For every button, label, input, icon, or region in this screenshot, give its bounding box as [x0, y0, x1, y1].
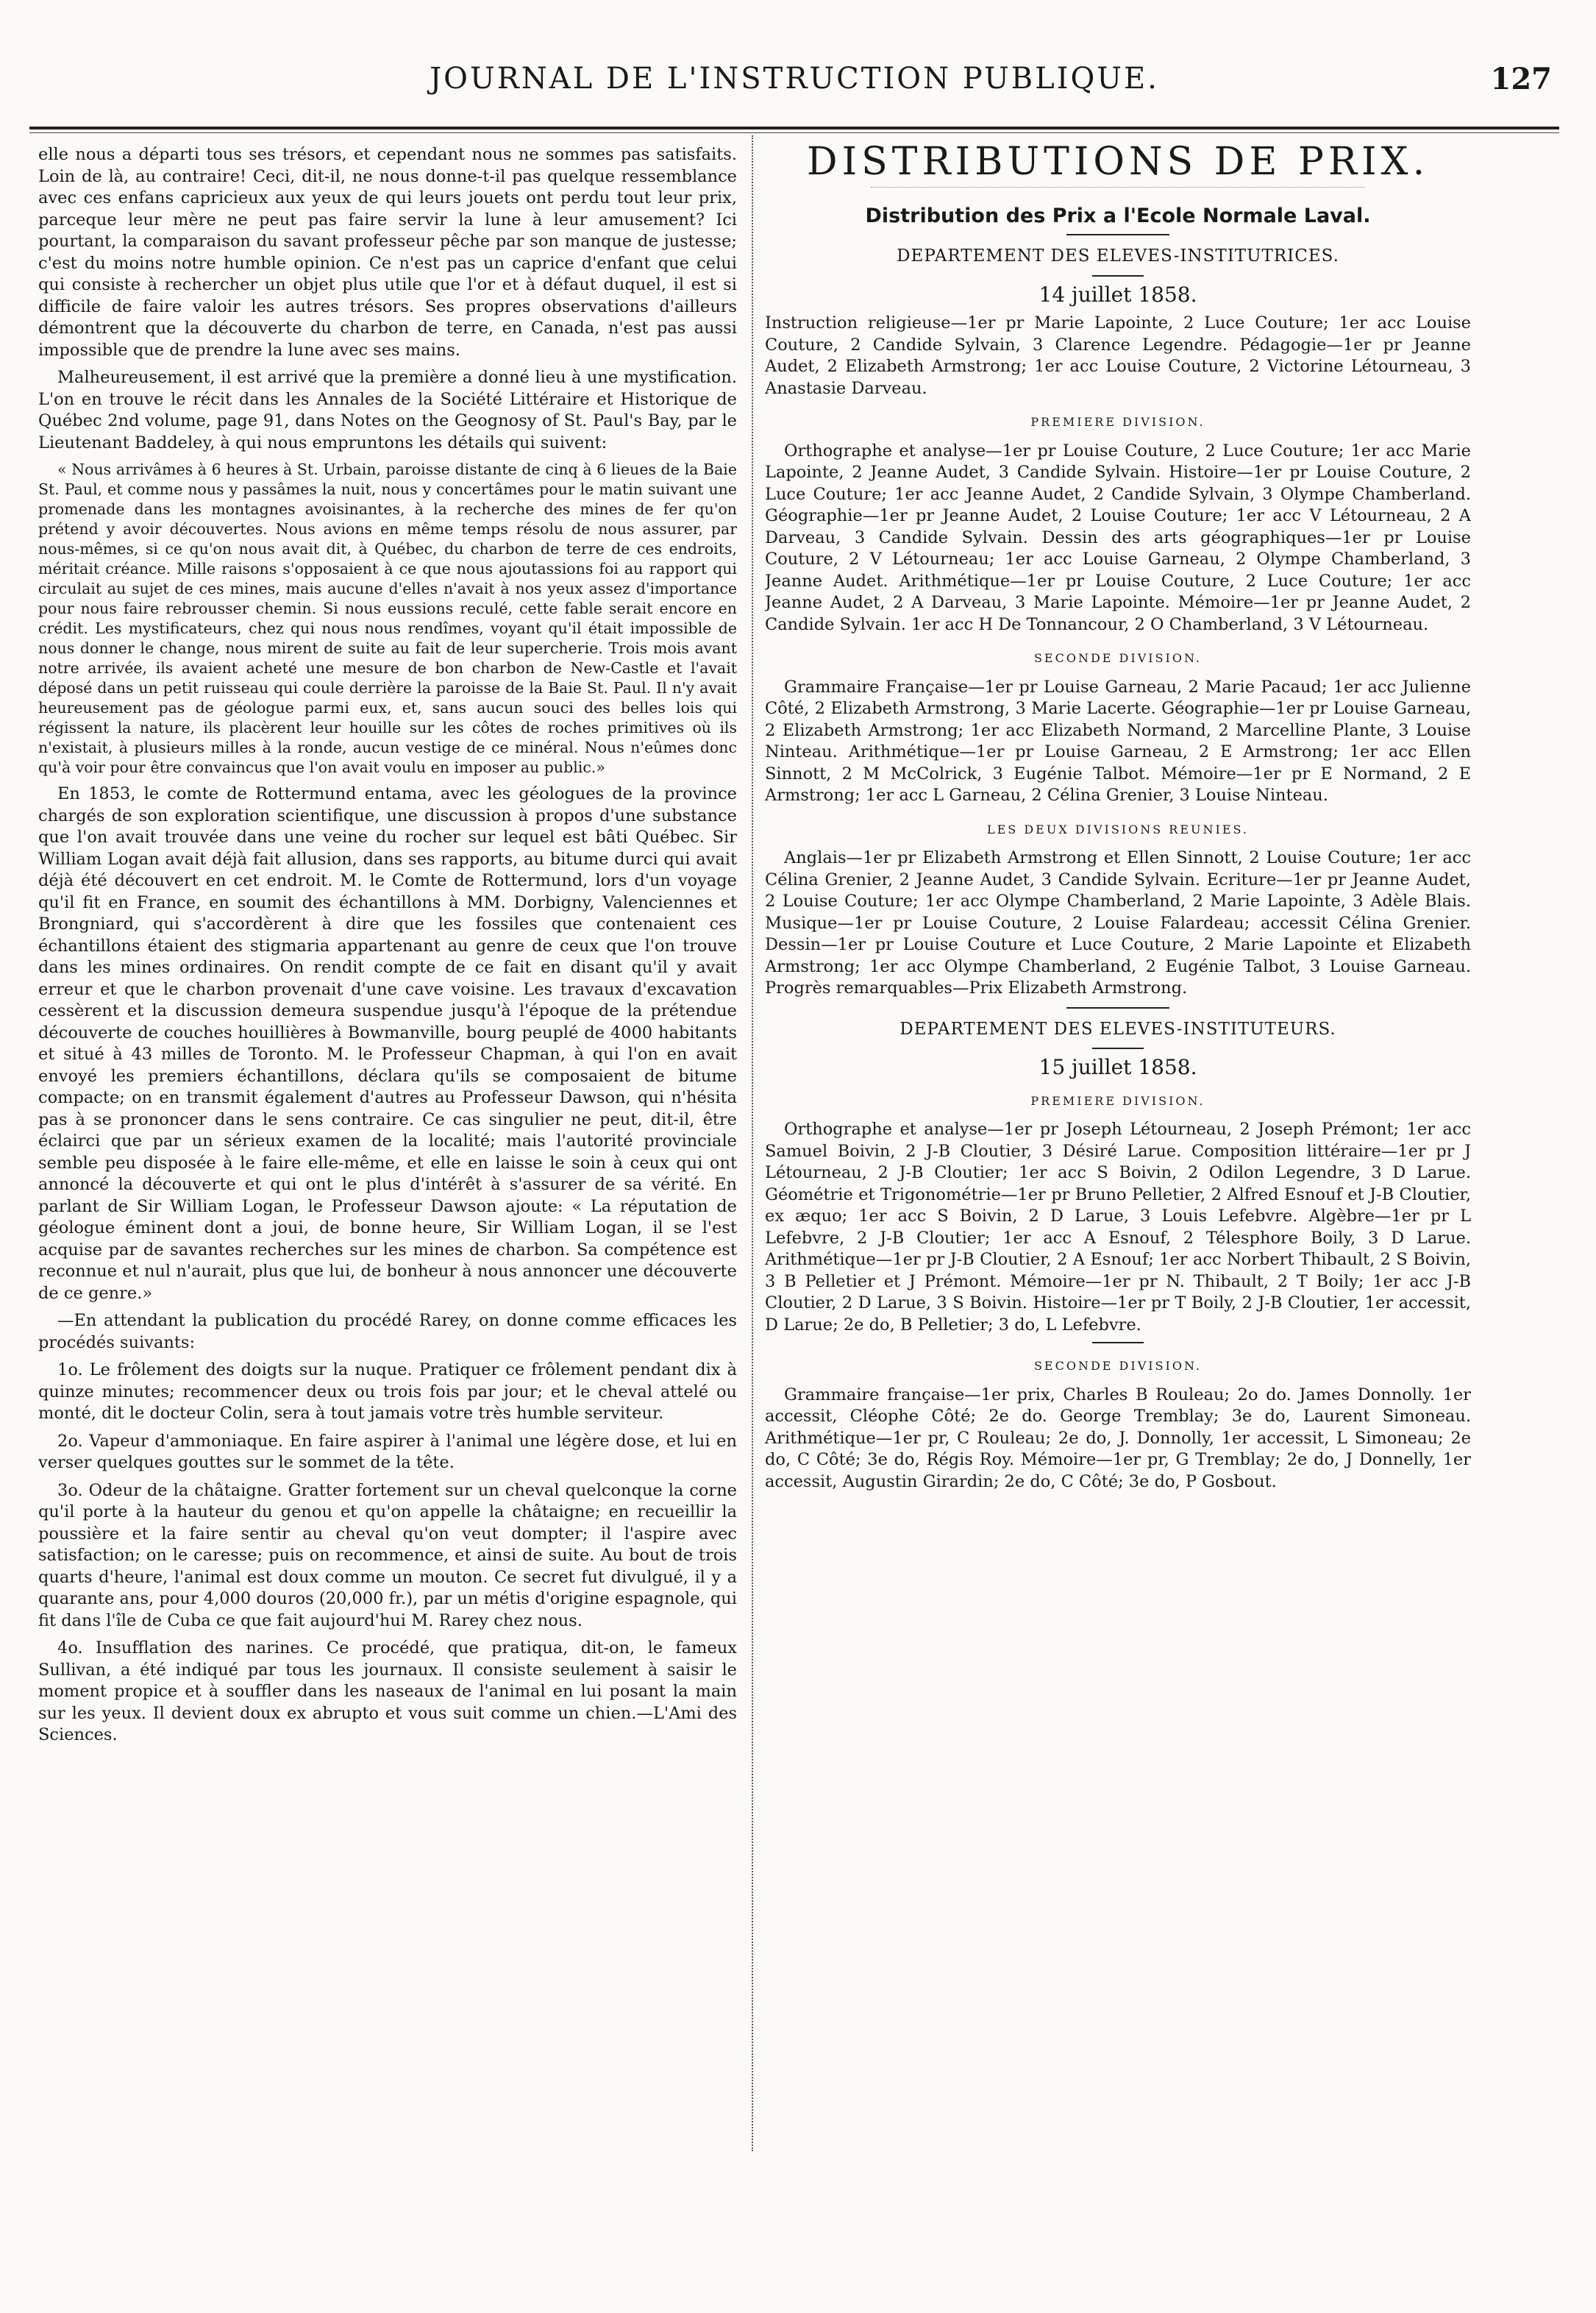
division-heading: PREMIERE DIVISION.	[1030, 1093, 1205, 1108]
division-heading: SECONDE DIVISION.	[1033, 1359, 1203, 1373]
header-rule	[29, 127, 1559, 129]
article-paragraph: 2o. Vapeur d'ammoniaque. En faire aspirer à l'animal une légère dose, et lui en verser quelques gouttes sur le sommet de la tête.	[38, 1431, 737, 1472]
page-header	[29, 59, 1559, 103]
prize-list: Anglais—1er pr Elizabeth Armstrong et Ellen Sinnott, 2 Louise Couture; 1er acc Célina Grenier, 2 Jeanne Audet, 3 Candide Sylvain. Ecriture—1er pr Jeanne Audet, 2 Louise Couture; 1er acc Olympe Chamberland, 2 Marie Lapointe, 3 Adèle Blais. Musique—1er pr Louise Couture, 2 Louise Falardeau; accessit Célina Grenier. Dessin—1er pr Louise Couture et Luce Couture, 2 Marie Lapointe et Elizabeth Armstrong; 1er acc Olympe Chamberland, 2 Eugénie Talbot, 3 Louise Garneau. Progrès remarquables—Prix Elizabeth Armstrong.	[765, 848, 1471, 998]
division-heading: LES DEUX DIVISIONS REUNIES.	[987, 822, 1249, 836]
divider-dots	[871, 187, 1365, 188]
article-paragraph: 1o. Le frôlement des doigts sur la nuque. Pratiquer ce frôlement pendant dix à quinze minutes; recommencer deux ou trois fois par jour; et le cheval attelé ou monté, dit le docteur Colin, sera à tout jamais votre très humble serviteur.	[38, 1360, 737, 1423]
article-paragraph: 3o. Odeur de la châtaigne. Gratter fortement sur un cheval quelconque la corne qu'il porte à la hauteur du genou et qu'on appelle la châtaigne; en recueillir la poussière et la faire sentir au cheval qu'on veut dompter; il l'aspire avec satisfaction; on le caresse; puis on recommence, et ainsi de suite. Au bout de trois quarts d'heure, l'animal est doux comme un mouton. Ce secret fut divulgué, il y a quarante ans, pour 4,000 douros (20,000 fr.), par un métis d'origine espagnole, qui fit dans l'île de Cuba ce que fait aujourd'hui M. Rarey chez nous.	[38, 1480, 737, 1630]
article-paragraph: elle nous a départi tous ses trésors, et cependant nous ne sommes pas satisfaits. Loin de là, au contraire! Ceci, dit-il, ne nous donne-t-il pas quelque ressemblance avec ces enfans capricieux aux yeux de qui leurs jouets ont perdu tout leur prix, parceque leur mère ne peut pas faire servir la lune à leur amusement? Ici pourtant, la comparaison du savant professeur pêche par son manque de justesse; c'est du moins notre humble opinion. Ce n'est pas un caprice d'enfant que celui qui consiste à rechercher un objet plus utile que l'or et à défaut duquel, il est si difficile de faire valoir les autres trésors. Ses propres observations d'ailleurs démontrent que la découverte du charbon de terre, en Canada, n'est pas aussi impossible que de prendre la lune avec ses mains.	[38, 145, 737, 360]
article-paragraph: 4o. Insufflation des narines. Ce procédé, que pratiqua, dit-on, le fameux Sullivan, a été indiqué par tous les journaux. Il consiste seulement à saisir le moment propice et à souffler dans les naseaux de l'animal en lui posant la main sur les yeux. Il devient doux ex abrupto et vous suit comme un chien.—L'Ami des Sciences.	[38, 1638, 737, 1744]
prize-list: Instruction religieuse—1er pr Marie Lapointe, 2 Luce Couture; 1er acc Louise Couture, 2 Candide Sylvain, 3 Clarence Legendre. Pédagogie—1er pr Jeanne Audet, 2 Elizabeth Armstrong; 1er acc Louise Couture, 2 Victorine Létourneau, 3 Anastasie Darveau.	[765, 313, 1471, 398]
journal-title: JOURNAL DE L'INSTRUCTION PUBLIQUE.	[430, 62, 1159, 96]
right-column	[765, 144, 1471, 2163]
page-number: 127	[1490, 62, 1552, 96]
division-heading: PREMIERE DIVISION.	[1030, 415, 1205, 429]
article-paragraph: —En attendant la publication du procédé Rarey, on donne comme efficaces les procédés suivants:	[38, 1311, 737, 1352]
date-heading: 15 juillet 1858.	[1039, 1055, 1197, 1079]
department-heading: DEPARTEMENT DES ELEVES-INSTITUTEURS.	[899, 1019, 1336, 1039]
subtitle: Distribution des Prix a l'Ecole Normale Laval.	[865, 204, 1371, 227]
header-rule-thin	[29, 132, 1559, 133]
article-paragraph: En 1853, le comte de Rottermund entama, avec les géologues de la province chargés de son exploration scientifique, une discussion à propos d'une substance que l'on avait trouvée dans une veine du rocher sur lequel est bâti Québec. Sir William Logan avait déjà fait allusion, dans ses rapports, au bitume durci qui avait déjà été découvert en cet endroit. M. le Comte de Rottermund, lors d'un voyage qu'il fit en France, en soumit des échantillons à MM. Dorbigny, Valenciennes et Brongniard, qui s'accordèrent à dire que les fossiles que contenaient ces échantillons étaient des stigmaria appartenant au genre de ceux que l'on trouve dans les mines ordinaires. On rendit compte de ce fait en disant qu'il y avait erreur et que le charbon provenait d'une cave voisine. Les travaux d'excavation cessèrent et la discussion demeura suspendue jusqu'à l'époque de la prétendue découverte de couches houillières à Bowmanville, bourg peuplé de 4000 habitants et situé à 43 milles de Toronto. M. le Professeur Chapman, à qui l'on en avait envoyé les premiers échantillons, déclara qu'ils se composaient de bitume compacte; on en transmit également d'autres au Professeur Dawson, qui n'hésita pas à se prononcer dans le sens contraire. Ce cas singulier ne peut, dit-il, être éclairci que par un sérieux examen de la localité; mais l'autorité provinciale semble peu disposée à le faire elle-même, et elle en laisse le soin à ceux qui ont annoncé la découverte et qui ont le plus d'intérêt à s'assurer de sa vérité. En parlant de Sir William Logan, le Professeur Dawson ajoute: « La réputation de géologue éminent dont a joui, de bonne heure, Sir William Logan, il se l'est acquise par de savantes recherches sur les mines de charbon. Sa compétence est reconnue et nul n'aurait, plus que lui, de bonheur à nous annoncer une découverte de ce genre.»	[38, 784, 737, 1303]
prize-list: Grammaire Française—1er pr Louise Garneau, 2 Marie Pacaud; 1er acc Julienne Côté, 2 Elizabeth Armstrong, 3 Marie Lacerte. Géographie—1er pr Louise Garneau, 2 Elizabeth Armstrong; 1er acc Elizabeth Normand, 2 Marcelline Plante, 3 Louise Ninteau. Arithmétique—1er pr Louise Garneau, 2 E Armstrong; 1er acc Ellen Sinnott, 2 M McColrick, 3 Eugénie Talbot. Mémoire—1er pr E Normand, 2 E Armstrong; 1er acc L Garneau, 2 Célina Grenier, 3 Louise Ninteau.	[765, 677, 1471, 805]
left-column	[38, 144, 737, 2163]
prize-list: Orthographe et analyse—1er pr Joseph Létourneau, 2 Joseph Prémont; 1er acc Samuel Boivin, 2 J-B Cloutier, 3 Désiré Larue. Composition littéraire—1er pr J Létourneau, 2 J-B Cloutier; 1er acc S Boivin, 2 Odilon Legendre, 3 D Larue. Géométrie et Trigonométrie—1er pr Bruno Pelletier, 2 Alfred Esnouf et J-B Cloutier, ex æquo; 1er acc S Boivin, 2 D Larue, 3 Louis Lefebvre. Algèbre—1er pr L Lefebvre, 2 J-B Cloutier; 1er acc A Esnouf, 2 Télesphore Boily, 3 D Larue. Arithmétique—1er pr J-B Cloutier, 2 A Esnouf; 1er acc Norbert Thibault, 2 S Boivin, 3 B Pelletier et J Prémont. Mémoire—1er pr N. Thibault, 2 T Boily; 1er acc J-B Cloutier, 2 D Larue, 3 S Boivin. Histoire—1er pr T Boily, 2 J-B Cloutier, 1er accessit, D Larue; 2e do, B Pelletier; 3 do, L Lefebvre.	[765, 1120, 1471, 1335]
prize-list: Orthographe et analyse—1er pr Louise Couture, 2 Luce Couture; 1er acc Marie Lapointe, 2 Jeanne Audet, 3 Candide Sylvain. Histoire—1er pr Louise Couture, 2 Luce Couture; 1er acc Jeanne Audet, 2 Candide Sylvain, 3 Olympe Chamberland. Géographie—1er pr Jeanne Audet, 2 Louise Couture; 1er acc V Létourneau, 2 A Darveau, 3 Candide Sylvain. Dessin des arts géographiques—1er pr Louise Couture, 2 V Létourneau; 1er acc Louise Garneau, 2 Olympe Chamberland, 3 Jeanne Audet. Arithmétique—1er pr Louise Couture, 2 Luce Couture; 1er acc Jeanne Audet, 2 A Darveau, 3 Marie Lapointe. Mémoire—1er pr Jeanne Audet, 2 Candide Sylvain. 1er acc H De Tonnancour, 2 O Chamberland, 3 V Létourneau.	[765, 441, 1471, 634]
division-heading: SECONDE DIVISION.	[1033, 651, 1203, 665]
prize-list: Grammaire française—1er prix, Charles B Rouleau; 2o do. James Donnolly. 1er accessit, Cléophe Côté; 2e do. George Tremblay; 3e do, Laurent Simoneau. Arithmétique—1er pr, C Rouleau; 2e do, J. Donnolly, 1er accessit, L Simoneau; 2e do, C Côté; 3e do, Régis Roy. Mémoire—1er pr, G Tremblay; 2e do, J Donnelly, 1er accessit, Augustin Girardin; 2e do, C Côté; 3e do, P Gosbout.	[765, 1385, 1471, 1491]
article-paragraph: Malheureusement, il est arrivé que la première a donné lieu à une mystification. L'on en trouve le récit dans les Annales de la Société Littéraire et Historique de Québec 2nd volume, page 91, dans Notes on the Geognosy of St. Paul's Bay, par le Lieutenant Baddeley, à qui nous empruntons les détails qui suivent:	[38, 368, 737, 452]
divider	[1066, 1007, 1169, 1009]
divider	[1092, 275, 1144, 277]
article-quote: « Nous arrivâmes à 6 heures à St. Urbain, paroisse distante de cinq à 6 lieues de la Baie St. Paul, et comme nous y passâmes la nuit, nous y concertâmes pour le matin suivant une promenade dans les montagnes avoisinantes, à la recherche des mines de fer qu'on prétend y avoir découvertes. Nous avions en même temps résolu de nous assurer, par nous-mêmes, si ce qu'on nous avait dit, à Québec, du charbon de terre de ces endroits, méritait créance. Mille raisons s'opposaient à ce que nous ajoutassions foi au rapport qui circulait au sujet de ces mines, mais aucune d'elles n'avait à nos yeux assez d'importance pour nous faire rebrousser chemin. Si nous eussions reculé, cette fable serait encore en crédit. Les mystificateurs, chez qui nous nous rendîmes, voyant qu'il était impossible de nous donner le change, nous mirent de suite au fait de leur supercherie. Trois mois avant notre arrivée, ils avaient acheté une mesure de bon charbon de New-Castle et l'avait déposé dans un petit ruisseau qui coule derrière la paroisse de la Baie St. Paul. Il n'y avait heureusement pas de géologue parmi eux, et, sans aucun souci des belles lois qui régissent la nature, ils placèrent leur houille sur les côtes de roches primitives où ils n'existait, à plusieurs milles à la ronde, aucun vestige de ce minéral. Nous n'eûmes donc qu'à voir pour être convaincus que l'on avait voulu en imposer au public.»	[38, 461, 737, 776]
department-heading: DEPARTEMENT DES ELEVES-INSTITUTRICES.	[897, 246, 1339, 266]
divider	[1092, 1342, 1144, 1343]
divider	[1092, 1048, 1144, 1049]
column-divider	[752, 135, 754, 2151]
section-title: DISTRIBUTIONS DE PRIX.	[806, 144, 1430, 184]
divider	[1066, 234, 1169, 235]
date-heading: 14 juillet 1858.	[1039, 282, 1197, 307]
